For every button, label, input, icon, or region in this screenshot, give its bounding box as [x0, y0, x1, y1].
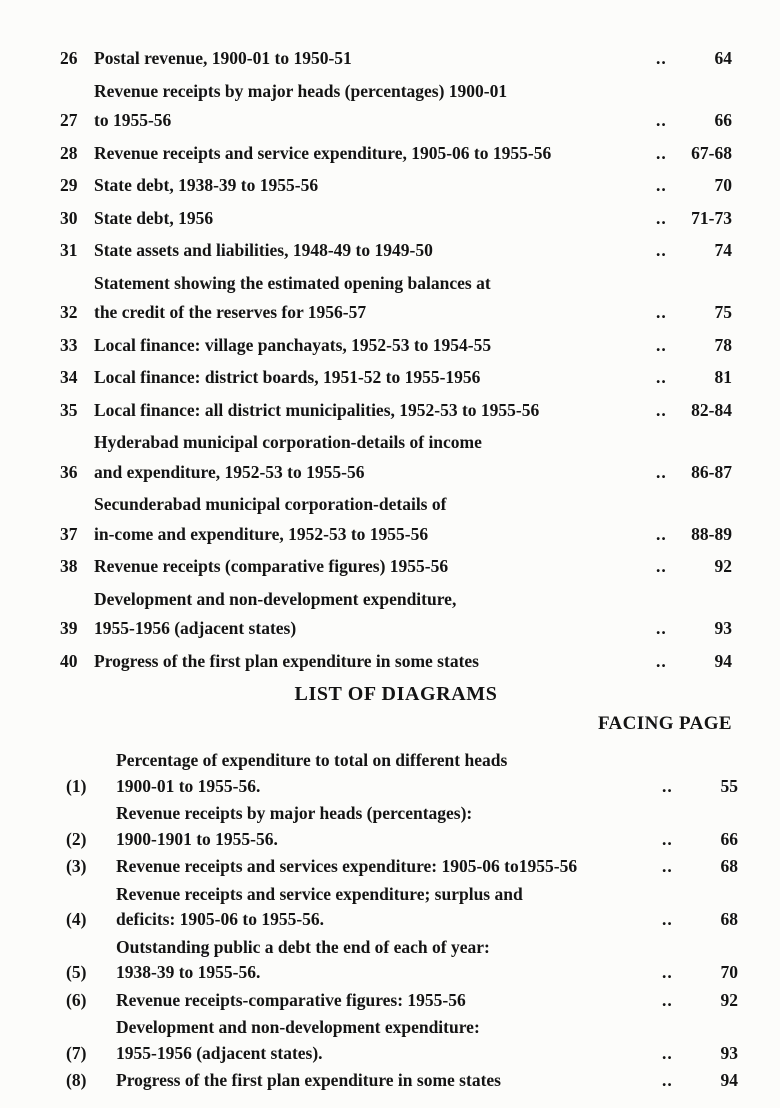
entry-title: [94, 585, 656, 644]
entry-title-line: Percentage of expenditure to total on different heads: [116, 750, 508, 770]
dot-leader: ..: [662, 856, 673, 876]
entry-title: [94, 428, 656, 487]
entry-title: [94, 44, 656, 74]
entry-number: 32: [60, 302, 78, 322]
list-of-tables: [60, 44, 732, 676]
toc-entry: [60, 331, 732, 361]
entry-title-line: State debt, 1956: [94, 207, 214, 228]
entry-title-line: 1938-39 to 1955-56.: [116, 962, 261, 982]
entry-title: [94, 77, 656, 136]
entry-number: (2): [66, 828, 87, 849]
entry-title-line: Revenue receipts and service expenditure; surplus and: [116, 883, 523, 904]
toc-entry: [60, 585, 732, 644]
toc-entry: [60, 396, 732, 426]
toc-entry: [60, 647, 732, 677]
entry-page-number: 68: [720, 856, 738, 876]
dot-leader: ..: [662, 1042, 673, 1063]
entry-page-number: 75: [714, 302, 732, 322]
toc-entry: [66, 854, 738, 880]
entry-page-number: 55: [720, 775, 738, 796]
entry-page-number: 78: [714, 334, 732, 355]
entry-number: 39: [60, 618, 78, 638]
toc-entry: [60, 77, 732, 136]
entry-title-line: Revenue receipts (comparative figures) 1955-56: [94, 556, 449, 576]
entry-title-line: Revenue receipts by major heads (percentages):: [116, 803, 473, 823]
entry-number: (1): [66, 775, 87, 796]
entry-number: 36: [60, 461, 78, 482]
diagrams-heading: LIST OF DIAGRAMS: [294, 683, 498, 705]
entry-number: 33: [60, 334, 78, 355]
entry-page-number: 67-68: [691, 142, 732, 163]
dot-leader: ..: [656, 523, 667, 544]
entry-page-number: 70: [714, 175, 732, 195]
toc-entry: [60, 363, 732, 393]
entry-number: 28: [60, 142, 78, 163]
entry-number: 26: [60, 48, 78, 68]
entry-title-line: and expenditure, 1952-53 to 1955-56: [94, 461, 365, 482]
dot-leader: ..: [656, 207, 667, 228]
entry-title-line: Development and non-development expenditure:: [116, 1017, 480, 1037]
entry-title-line: Local finance: all district municipalities, 1952-53 to 1955-56: [94, 399, 540, 420]
dot-leader: ..: [656, 618, 667, 638]
entry-title-line: Revenue receipts and services expenditure: 1905-06 to1955-56: [116, 856, 578, 876]
toc-entry: [60, 269, 732, 328]
dot-leader: ..: [656, 142, 667, 163]
toc-entry: [66, 1068, 738, 1094]
entry-title-line: Local finance: village panchayats, 1952-53 to 1954-55: [94, 334, 492, 355]
dot-leader: ..: [656, 650, 667, 671]
entry-title-line: 1955-1956 (adjacent states): [94, 618, 297, 638]
toc-entry: [66, 801, 738, 852]
entry-title-line: 1900-01 to 1955-56.: [116, 775, 261, 796]
dot-leader: ..: [656, 367, 667, 387]
dot-leader: ..: [656, 48, 667, 68]
entry-title: [94, 647, 656, 677]
entry-title-line: State assets and liabilities, 1948-49 to 1949-50: [94, 240, 433, 260]
entry-page-number: 92: [714, 556, 732, 576]
dot-leader: ..: [662, 1070, 673, 1090]
toc-entry: [60, 552, 732, 582]
dot-leader: ..: [656, 461, 667, 482]
entry-page-number: 81: [714, 367, 732, 387]
entry-page-number: 66: [720, 828, 738, 849]
list-of-diagrams: [60, 748, 738, 1094]
dot-leader: ..: [656, 110, 667, 130]
entry-title: [116, 1068, 662, 1094]
entry-title-line: Progress of the first plan expenditure in some states: [116, 1070, 501, 1090]
entry-page-number: 94: [714, 650, 732, 671]
toc-entry: [60, 139, 732, 169]
entry-page-number: 71-73: [691, 207, 732, 228]
entry-title: [94, 204, 656, 234]
toc-entry: [60, 204, 732, 234]
facing-page-label: FACING PAGE: [597, 713, 732, 734]
entry-number: (3): [66, 856, 87, 876]
dot-leader: ..: [662, 962, 673, 982]
entry-title-line: State debt, 1938-39 to 1955-56: [94, 175, 319, 195]
entry-number: 30: [60, 207, 78, 228]
entry-page-number: 66: [714, 110, 732, 130]
entry-page-number: 82-84: [691, 399, 732, 420]
entry-title: [94, 396, 656, 426]
entry-page-number: 70: [720, 962, 738, 982]
dot-leader: ..: [656, 302, 667, 322]
dot-leader: ..: [656, 399, 667, 420]
entry-page-number: 86-87: [691, 461, 732, 482]
entry-title: [94, 363, 656, 393]
toc-entry: [66, 882, 738, 933]
entry-title-line: 1900-1901 to 1955-56.: [116, 828, 278, 849]
entry-title: [94, 171, 656, 201]
entry-title: [94, 331, 656, 361]
entry-title-line: Postal revenue, 1900-01 to 1950-51: [94, 48, 352, 68]
entry-page-number: 93: [720, 1042, 738, 1063]
entry-title-line: Outstanding public a debt the end of each of year:: [116, 936, 490, 957]
entry-number: 38: [60, 556, 78, 576]
entry-title: [116, 854, 662, 880]
entry-title: [116, 1015, 662, 1066]
dot-leader: ..: [662, 775, 673, 796]
entry-title-line: Revenue receipts by major heads (percentages) 1900-01: [94, 80, 508, 101]
toc-entry: [60, 428, 732, 487]
entry-title: [116, 801, 662, 852]
toc-entry: [60, 44, 732, 74]
entry-page-number: 74: [714, 240, 732, 260]
entry-title: [116, 988, 662, 1014]
entry-title-line: Hyderabad municipal corporation-details of income: [94, 432, 482, 452]
entry-title: [94, 552, 656, 582]
entry-title-line: Progress of the first plan expenditure in some states: [94, 650, 479, 671]
entry-number: (7): [66, 1042, 87, 1063]
dot-leader: ..: [656, 175, 667, 195]
entry-number: 35: [60, 399, 78, 420]
entry-title: [116, 748, 662, 799]
entry-title: [94, 269, 656, 328]
entry-title-line: 1955-1956 (adjacent states).: [116, 1042, 323, 1063]
entry-title-line: Statement showing the estimated opening balances at: [94, 272, 491, 293]
entry-number: 40: [60, 650, 78, 671]
entry-page-number: 93: [714, 618, 732, 638]
entry-number: 34: [60, 367, 78, 387]
entry-number: 37: [60, 523, 78, 544]
entry-title: [94, 236, 656, 266]
entry-page-number: 94: [720, 1070, 738, 1090]
entry-number: (8): [66, 1070, 87, 1090]
entry-page-number: 64: [714, 48, 732, 68]
entry-title-line: Local finance: district boards, 1951-52 to 1955-1956: [94, 367, 481, 387]
entry-number: (5): [66, 962, 87, 982]
entry-title-line: Secunderabad municipal corporation-details of: [94, 494, 447, 514]
entry-title: [116, 935, 662, 986]
entry-title-line: in-come and expenditure, 1952-53 to 1955-56: [94, 523, 429, 544]
dot-leader: ..: [656, 556, 667, 576]
toc-entry: [66, 748, 738, 799]
dot-leader: ..: [656, 334, 667, 355]
dot-leader: ..: [662, 909, 673, 929]
dot-leader: ..: [662, 989, 673, 1010]
entry-title-line: Revenue receipts-comparative figures: 1955-56: [116, 989, 466, 1010]
toc-entry: [66, 988, 738, 1014]
entry-title-line: deficits: 1905-06 to 1955-56.: [116, 909, 325, 929]
entry-title-line: Development and non-development expenditure,: [94, 588, 457, 609]
toc-entry: [60, 171, 732, 201]
entry-title-line: the credit of the reserves for 1956-57: [94, 302, 367, 322]
toc-entry: [66, 1015, 738, 1066]
entry-number: (4): [66, 909, 87, 929]
toc-entry: [60, 236, 732, 266]
dot-leader: ..: [662, 828, 673, 849]
entry-page-number: 88-89: [691, 523, 732, 544]
entry-number: (6): [66, 989, 87, 1010]
entry-number: 29: [60, 175, 78, 195]
entry-title: [94, 139, 656, 169]
entry-title: [94, 490, 656, 549]
entry-title-line: to 1955-56: [94, 110, 172, 130]
entry-number: 27: [60, 110, 78, 130]
entry-title-line: Revenue receipts and service expenditure, 1905-06 to 1955-56: [94, 142, 552, 163]
toc-entry: [66, 935, 738, 986]
entry-page-number: 68: [720, 909, 738, 929]
entry-page-number: 92: [720, 989, 738, 1010]
toc-entry: [60, 490, 732, 549]
dot-leader: ..: [656, 240, 667, 260]
entry-title: [116, 882, 662, 933]
entry-number: 31: [60, 240, 78, 260]
